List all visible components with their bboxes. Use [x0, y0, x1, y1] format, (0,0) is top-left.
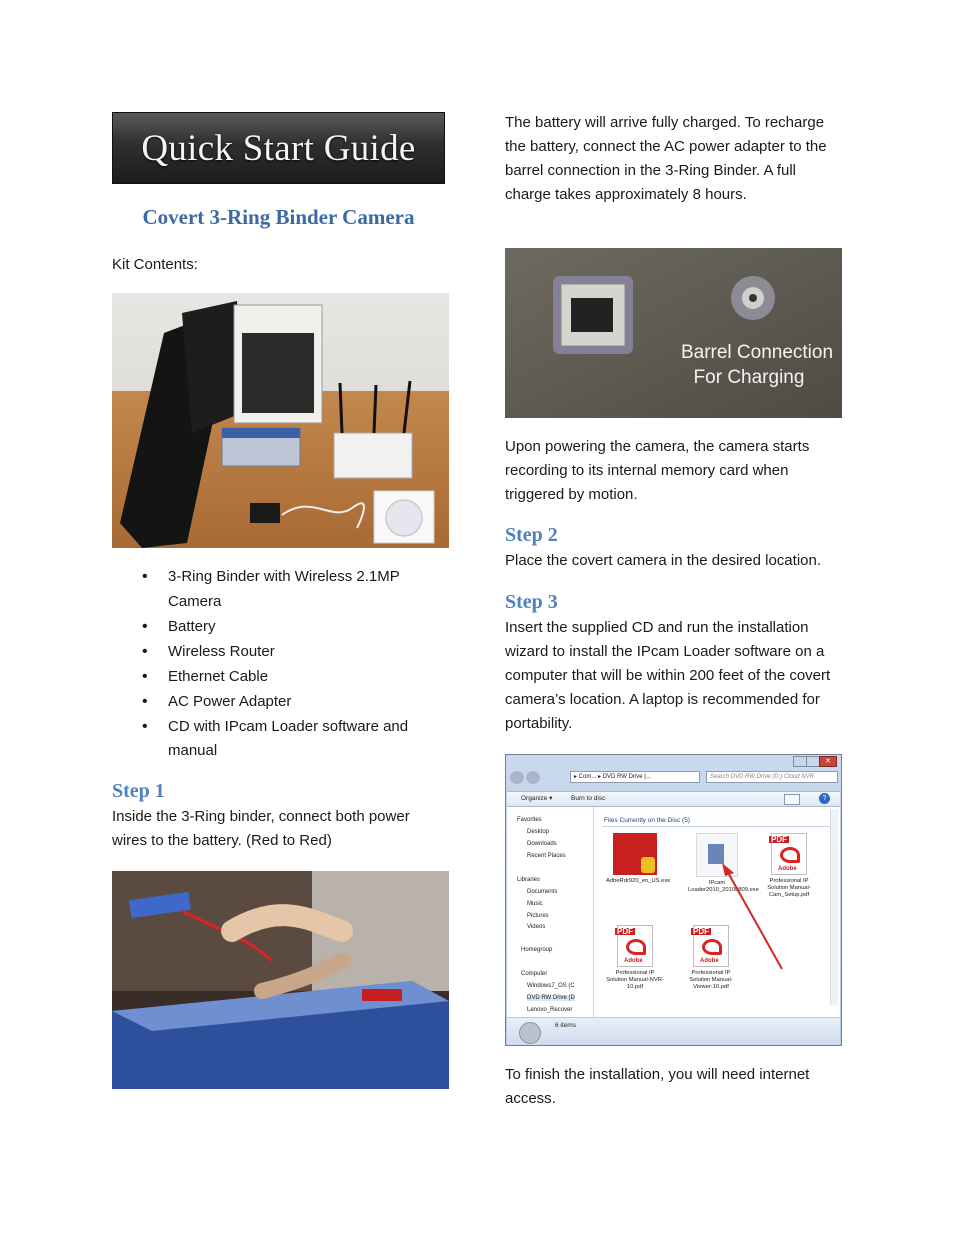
window-controls	[793, 756, 837, 767]
step1-heading: Step 1	[112, 780, 165, 802]
list-item: • Ethernet Cable	[112, 665, 452, 690]
nav-downloads: Downloads	[527, 841, 557, 847]
file-label: AdbeRdr920_en_US.exe	[606, 878, 671, 884]
list-item: • CD with IPcam Loader software and manual	[112, 715, 452, 764]
file-label: Professional IP Solution Manual-Viewer-10.pdf	[689, 970, 733, 990]
kit-contents-list	[112, 565, 452, 764]
step3-text: Insert the supplied CD and run the installation wizard to install the IPcam Loader software on a computer that will be within 200 feet of the covert camera’s location. A laptop is recommended for portability.	[505, 619, 831, 732]
pdf-icon: PDF Adobe	[693, 925, 729, 967]
pdf-icon: PDF Adobe	[771, 833, 807, 875]
item-count: 6 items	[555, 1022, 576, 1029]
nav-libraries: Libraries	[517, 877, 541, 883]
battery-charge-text: The battery will arrive fully charged. To recharge the battery, connect the AC power adapter to the barrel connection in the 3-Ring Binder. A full charge takes approximately 8 hours.	[505, 114, 827, 203]
disc-icon	[519, 1022, 541, 1044]
nav-computer: Computer	[521, 971, 548, 977]
barrel-connection-photo	[505, 248, 842, 418]
explorer-toolbar	[507, 791, 840, 807]
step2-text: Place the covert camera in the desired location.	[505, 552, 822, 569]
file-pane	[594, 807, 840, 1017]
list-item: • Battery	[112, 615, 452, 640]
finish-text: To finish the installation, you will need internet access.	[505, 1066, 810, 1107]
navigation-pane	[507, 807, 594, 1017]
nav-windows-drive: Windows7_OS (C	[527, 983, 575, 989]
scrollbar	[830, 809, 838, 1005]
nav-pictures: Pictures	[527, 913, 549, 919]
quick-start-guide-banner	[112, 112, 445, 184]
kit-contents-photo	[112, 293, 449, 548]
nav-documents: Documents	[527, 889, 558, 895]
nav-lenovo-recovery: Lenovo_Recover	[527, 1007, 573, 1013]
organize-menu: Organize ▾	[521, 795, 553, 802]
explorer-window-screenshot	[505, 754, 842, 1046]
list-item: • 3-Ring Binder with Wireless 2.1MP Camera	[112, 565, 452, 614]
burn-to-disc: Burn to disc	[571, 795, 606, 802]
nav-music: Music	[527, 901, 543, 907]
nav-favorites: Favorites	[517, 817, 542, 823]
nav-videos: Videos	[527, 924, 546, 930]
nav-recent-places: Recent Places	[527, 853, 566, 859]
file-label: IPcam Loader2010_20100809.exe	[688, 880, 759, 893]
file-label: Professional IP Solution Manual-NVR-10.pdf	[606, 970, 664, 990]
back-icon	[510, 771, 524, 784]
document-title: Covert 3-Ring Binder Camera	[142, 205, 415, 229]
help-icon: ?	[819, 793, 830, 804]
address-bar	[510, 771, 838, 785]
barrel-caption-line1: Barrel Connection	[680, 342, 834, 363]
forward-icon	[526, 771, 540, 784]
powering-text: Upon powering the camera, the camera starts recording to its internal memory card when triggered by motion.	[505, 438, 810, 503]
pdf-icon: PDF Adobe	[617, 925, 653, 967]
list-item: • AC Power Adapter	[112, 690, 452, 715]
banner-text: Quick Start Guide	[141, 127, 416, 169]
kit-contents-label: Kit Contents:	[112, 256, 198, 273]
search-field: Search DVD RW Drive (D:) Cloud NVR	[706, 771, 838, 783]
address-field: ▸ Com... ▸ DVD RW Drive (...	[570, 771, 700, 783]
nav-dvd-drive: DVD RW Drive (D	[527, 995, 575, 1001]
step1-text: Inside the 3-Ring binder, connect both power wires to the battery. (Red to Red)	[112, 808, 410, 849]
view-icon	[784, 794, 800, 805]
file-label: Professional IP Solution Manual-Cam_Setup.pdf	[767, 878, 811, 898]
nav-desktop: Desktop	[527, 829, 550, 835]
battery-wires-photo	[112, 871, 449, 1089]
barrel-caption-line2: For Charging	[693, 367, 805, 388]
close-icon: ✕	[819, 756, 837, 767]
step3-heading: Step 3	[505, 591, 558, 613]
section-header: Files Currently on the Disc (5)	[604, 817, 690, 824]
red-arrow-annotation	[594, 807, 840, 1017]
status-bar	[507, 1018, 840, 1045]
nav-homegroup: Homegroup	[521, 947, 553, 953]
step2-heading: Step 2	[505, 524, 558, 546]
list-item: • Wireless Router	[112, 640, 452, 665]
